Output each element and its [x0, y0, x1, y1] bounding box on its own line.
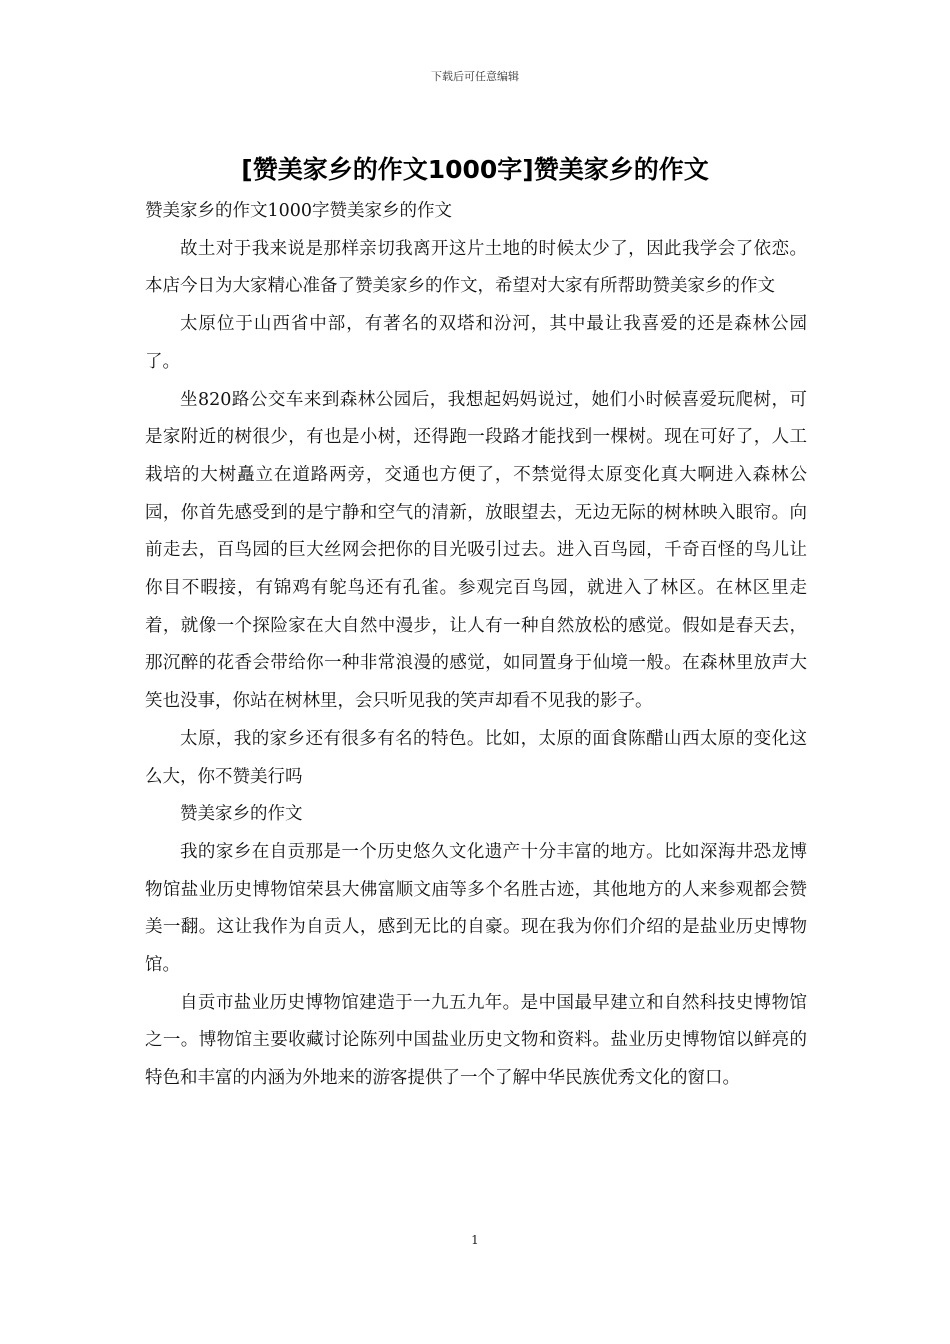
body-paragraph: 我的家乡在自贡那是一个历史悠久文化遗产十分丰富的地方。比如深海井恐龙博物馆盐业历史博物馆荣县大佛富顺文庙等多个名胜古迹，其他地方的人来参观都会赞美一翻。这让我作为自贡人，感到无比的自豪。现在我为你们介绍的是盐业历史博物馆。: [145, 841, 807, 976]
page-number: 1: [471, 1233, 479, 1247]
body-paragraph: 太原位于山西省中部，有著名的双塔和汾河，其中最让我喜爱的还是森林公园了。: [145, 314, 807, 372]
body-paragraph: 太原，我的家乡还有很多有名的特色。比如，太原的面食陈醋山西太原的变化这么大，你不赞美行吗: [145, 728, 807, 787]
document-body: [145, 193, 807, 1098]
body-paragraph: 坐820路公交车来到森林公园后，我想起妈妈说过，她们小时候喜爱玩爬树，可是家附近的树很少，有也是小树，还得跑一段路才能找到一棵树。现在可好了，人工栽培的大树矗立在道路两旁，交通也方便了，不禁觉得太原变化真大啊进入森林公园，你首先感受到的是宁静和空气的清新，放眼望去，无边无际的树林映入眼帘。向前走去，百鸟园的巨大丝网会把你的目光吸引过去。进入百鸟园，千奇百怪的鸟儿让你目不暇接，有锦鸡有鸵鸟还有孔雀。参观完百鸟园，就进入了林区。在林区里走着，就像一个探险家在大自然中漫步，让人有一种自然放松的感觉。假如是春天去，那沉醉的花香会带给你一种非常浪漫的感觉，如同置身于仙境一般。在森林里放声大笑也没事，你站在树林里，会只听见我的笑声却看不见我的影子。: [145, 389, 807, 712]
subtitle-paragraph: 赞美家乡的作文1000字赞美家乡的作文: [145, 201, 453, 221]
header-note: 下载后可任意编辑: [431, 70, 519, 83]
body-paragraph: 自贡市盐业历史博物馆建造于一九五九年。是中国最早建立和自然科技史博物馆之一。博物馆主要收藏讨论陈列中国盐业历史文物和资料。盐业历史博物馆以鲜亮的特色和丰富的内涵为外地来的游客提供了一个了解中华民族优秀文化的窗口。: [145, 992, 807, 1089]
body-paragraph: 故土对于我来说是那样亲切我离开这片土地的时候太少了，因此我学会了依恋。本店今日为大家精心准备了赞美家乡的作文，希望对大家有所帮助赞美家乡的作文: [145, 238, 807, 297]
section-heading: 赞美家乡的作文: [180, 804, 303, 825]
document-title: [赞美家乡的作文1000字]赞美家乡的作文: [241, 155, 709, 184]
